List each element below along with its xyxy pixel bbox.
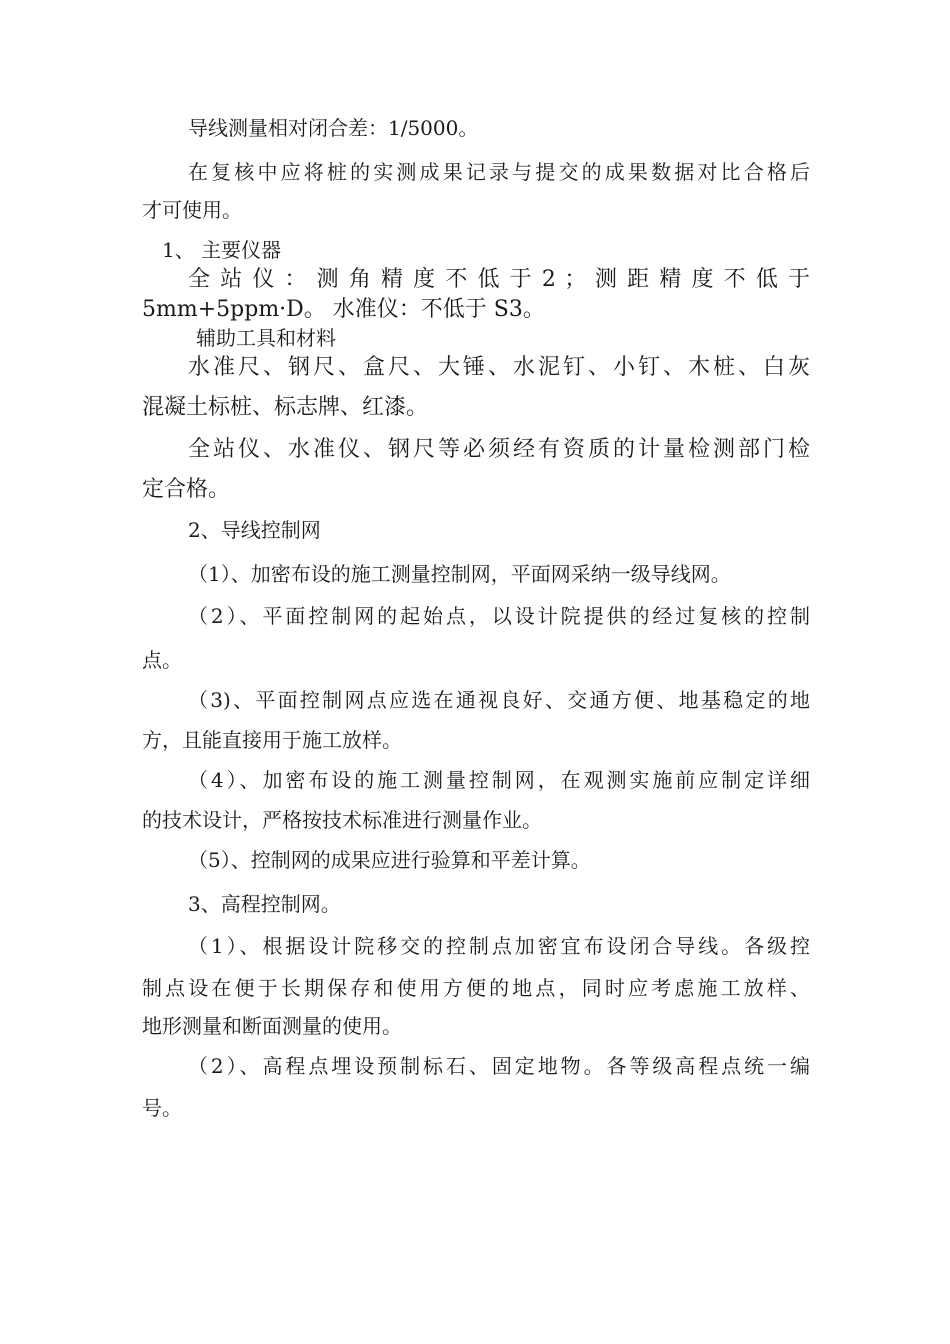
text-line-elev-item-1a: （1）、根据设计院移交的控制点加密宜布设闭合导线。各级控 xyxy=(188,934,810,958)
text-line-review-1: 在复核中应将桩的实测成果记录与提交的成果数据对比合格后 xyxy=(188,160,810,184)
text-line-item-3b: 方，且能直接用于施工放样。 xyxy=(142,728,402,752)
text-line-elev-item-2b: 号。 xyxy=(142,1096,182,1120)
heading-elevation-control-network: 3、高程控制网。 xyxy=(188,892,341,916)
text-line-elev-item-1c: 地形测量和断面测量的使用。 xyxy=(142,1014,402,1038)
text-line-item-4b: 的技术设计，严格按技术标准进行测量作业。 xyxy=(142,808,542,832)
text-line-item-5: （5）、控制网的成果应进行验算和平差计算。 xyxy=(188,848,591,872)
text-line-item-2a: （2）、平面控制网的起始点，以设计院提供的经过复核的控制 xyxy=(188,604,810,628)
text-line-item-3a: （3)、平面控制网点应选在通视良好、交通方便、地基稳定的地 xyxy=(188,688,810,712)
text-line-elev-item-1b: 制点设在便于长期保存和使用方便的地点，同时应考虑施工放样、 xyxy=(142,976,810,1000)
text-line-calibration-2: 定合格。 xyxy=(142,477,231,502)
text-line-tools-2: 混凝土标桩、标志牌、红漆。 xyxy=(142,395,429,420)
heading-auxiliary-tools: 辅助工具和材料 xyxy=(196,326,336,350)
text-line-calibration-1: 全站仪、水准仪、钢尺等必须经有资质的计量检测部门检 xyxy=(188,437,810,462)
text-line-elev-item-2a: （2）、高程点埋设预制标石、固定地物。各等级高程点统一编 xyxy=(188,1054,810,1078)
text-line-tools-1: 水准尺、钢尺、盒尺、大锤、水泥钉、小钉、木桩、白灰 xyxy=(188,355,810,380)
text-line-item-4a: （4）、加密布设的施工测量控制网，在观测实施前应制定详细 xyxy=(188,768,810,792)
heading-main-instruments: 1、 主要仪器 xyxy=(162,238,282,262)
text-line-item-2b: 点。 xyxy=(142,648,182,672)
text-line-traverse-closure: 导线测量相对闭合差：1/5000。 xyxy=(188,116,479,140)
text-line-item-1: （1）、加密布设的施工测量控制网，平面网采纳一级导线网。 xyxy=(188,562,731,586)
text-line-total-station-2: 5mm+5ppm·D。 水准仪：不低于 S3。 xyxy=(142,297,545,322)
text-line-review-2: 才可使用。 xyxy=(142,198,242,222)
text-line-total-station-1: 全 站 仪 ： 测 角 精 度 不 低 于 2 ； 测 距 精 度 不 低 于 xyxy=(188,267,810,292)
heading-traverse-control-network: 2、导线控制网 xyxy=(188,518,321,542)
